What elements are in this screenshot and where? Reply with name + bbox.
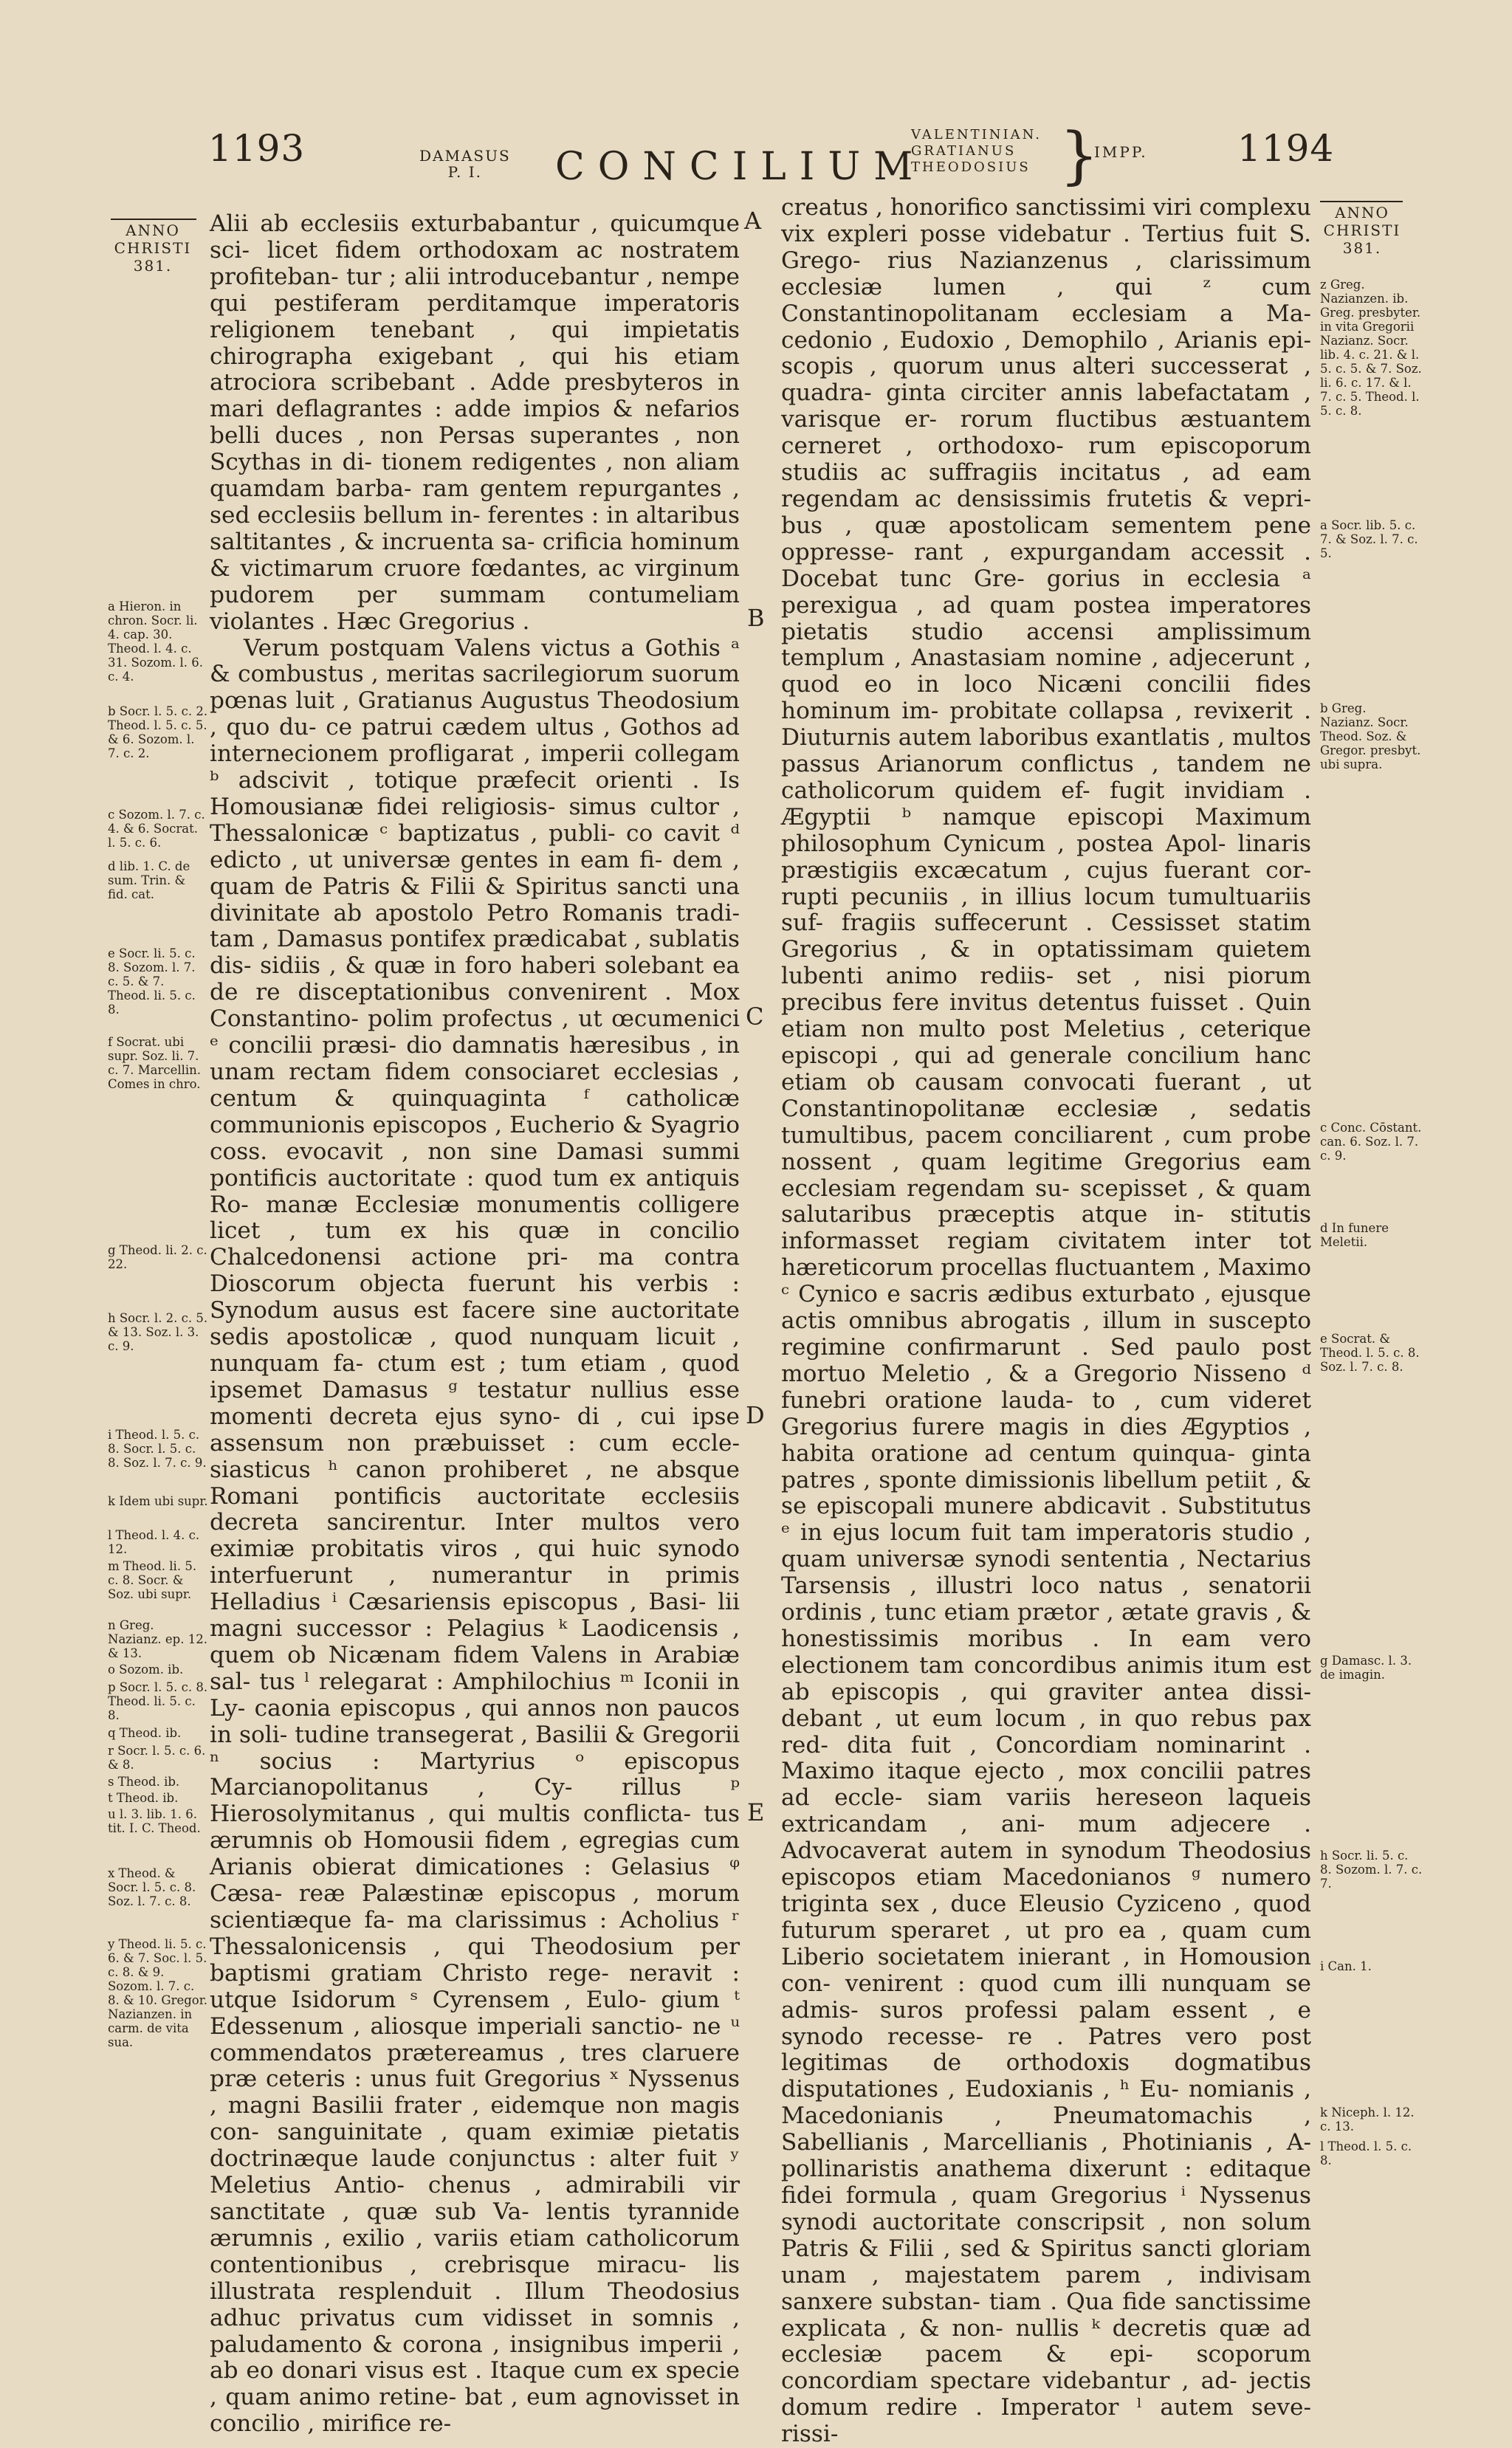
marginal-note: x Theod. & Socr. l. 5. c. 8. Soz. l. 7. c. 8. [108,1866,196,1908]
emperor-gratianus: GRATIANUS [911,143,1017,159]
marginal-note: t Theod. ib. [108,1791,179,1805]
marginal-note: i Theod. l. 5. c. 8. Socr. l. 5. c. 8. Soz. l. 7. c. 9. [108,1428,207,1470]
marginal-note: d lib. 1. C. de sum. Trin. & fid. cat. [108,859,190,901]
marginal-note: e Socr. li. 5. c. 8. Sozom. l. 7. c. 5. & 7. Theod. li. 5. c. 8. [108,946,196,1017]
year-label: ANNO [1335,204,1389,221]
marginal-note: u l. 3. lib. 1. 6. tit. I. C. Theod. [108,1807,201,1835]
year-rule-right [1320,201,1403,202]
paragraph: creatus , honorifico sanctissimi viri complexu vix expleri posse videbatur . Tertius fuit S. Grego- rius Nazianzenus , clarissimum ecclesiæ lumen , qui ᶻ cum Constantinopolitanam ecclesiam a Ma- cedonio , Eudoxio , Demophilo , Arianis epi- scopis , quorum unus alteri successerat , quadra- ginta circiter annis labefactatam , varisque er- rorum fluctibus æstuantem cerneret , orthodoxo- rum episcoporum studiis ac suffragiis incitatus , ad eam regendam ac densissimis frutetis & vepri- bus , quæ apostolicam sementem pene oppresse- rant , expurgandam accessit . Docebat tunc Gre- gorius in ecclesia ᵃ perexigua , ad quam postea imperatores pietatis studio accensi amplissimum templum , Anastasiam nomine , adjecerunt , quod eo in loco Nicæni concilii fides hominum im- probitate collapsa , revixerit . Diuturnis autem laboribus exantlatis , multos passus Arianorum conflictus , tandem ne catholicorum quidem ef- fugit invidiam . Ægyptii ᵇ namque episcopi Maximum philosophum Cynicum , postea Apol- linaris præstigiis excæcatum , cujus fuerant cor- rupti pecuniis , in illius locum tumultuariis suf- fragiis suffecerunt . Cessisset statim Gregorius , & in optatissimam quietem lubenti animo rediis- set , nisi piorum precibus fere invitus detentus fuisset . Quin etiam non multo post Meletius , ceterique episcopi , qui ad generale concilium hanc etiam ob causam convocati fuerant , ut Constantinopolitanæ ecclesiæ , sedatis tumultibus, pacem conciliarent , cum probe nossent , quam legitime Gregorius eam ecclesiam regendam su- scepisset , & quam salutaribus præceptis atque in- stitutis informasset regiam civitatem inter tot hæreticorum procellas fluctuantem , Maximo ᶜ Cynico e sacris ædibus exturbato , ejusque actis omnibus abrogatis , illum in susceptо regimine confirmarunt . Sed paulo post mortuo Meletio , & a Gregorio Nisseno ᵈ funebri oratione lauda- to , cum videret Gregorius furere magis in dies Ægyptios , habita oratione ad centum quinqua- ginta patres , sponte dimissionis libellum petiit , & se episcopali munere abdicavit . Substitutus ᵉ in ejus locum fuit tam imperatoris studio , quam universæ synodi sententia , Nectarius Tarsensis , illustri loco natus , senatorii ordinis , tunc etiam prætor , ætate gravis , & honestissimis moribus . In eam vero electionem tam concordibus animis itum est ab episcopis , qui graviter antea dissi- debant , ut eum locum , in quo rebus pax red- dita fuit , Concordiam nominarint . Maximo itaque ejecto , mox concilii patres ad eccle- siam variis heresеon laqueis extricandam , ani- mum adjecere . Advocaverat autem in synodum Theodosius episcopos etiam Macedonianos ᵍ numero triginta sex , duce Eleusio Cyziceno , quod futurum speraret , ut pro ea , quam cum Liberio societatem inierant , in Homousion con- venirent : quod cum illi nunquam se admis- suros professi palam essent , e synodo recesse- re . Patres vero post legitimas de orthodoxis dogmatibus disputationes , Eudoxianis , ʰ Eu- nomianis , Macedonianis , Pneumatomachis , Sabellianis , Marcellianis , Photinianis , A- pollinaristis anathema dixerunt : editaque fidei formula , quam Gregorius ⁱ Nyssenus synodi auctoritate conscripsit , non solum Patris & Filii , sed & Spiritus sancti gloriam unam , majestatem parem , indivisam sanxere substan- tiam . Qua fide sanctissime explicata , & non- nullis ᵏ decretis quæ ad ecclesiæ pacem & epi- scoporum concordiam spectare videbantur , ad- jectis domum redire . Imperator ˡ autem seve- rissi- [781,194,1311,2448]
year-era: CHRISTI [114,239,192,257]
marginal-note: d In funere Meletii. [1320,1221,1389,1249]
marginal-note: z Greg. Nazianzen. ib. Greg. presbyter. in vita Gregorii Nazianz. Socr. lib. 4. c. 21. & l. 5. c. 5. & 7. Soz. li. 6. c. 17. & l. 7. c. 5. Theod. l. 5. c. 8. [1320,278,1422,418]
year-value: 381. [133,257,173,275]
year-era: CHRISTI [1323,221,1401,239]
marginal-note: h Socr. l. 2. c. 5. & 13. Soz. l. 3. c. 9. [108,1311,208,1353]
year-value: 381. [1342,239,1382,257]
marginal-note: k Idem ubi supr. [108,1494,208,1508]
marginal-note: c Sozom. l. 7. c. 4. & 6. Socrat. l. 5. c. 6. [108,808,205,850]
marginal-note: y Theod. li. 5. c. 6. & 7. Soc. l. 5. c. 8. & 9. Sozom. l. 7. c. 8. & 10. Gregor. Nazianzen. in carm. de vita sua. [108,1937,208,2049]
author-name: DAMASUS [419,147,511,165]
marginal-note: p Socr. l. 5. c. 8. Theod. li. 5. c. 8. [108,1680,208,1722]
section-letter-c: C [746,1003,764,1031]
marginal-note: l Theod. l. 4. c. 12. [108,1528,200,1556]
page-number-right: 1194 [1237,127,1335,170]
section-letter-e: E [747,1798,765,1826]
section-letter-a: A [744,207,762,235]
paragraph: Alii ab ecclesiis exturbabantur , quicumque sci- licet fidem orthodoxam ac nostratem profiteban- tur ; alii introducebantur , nempe qui pestiferam perditamque imperatoris religionem tenebant , qui impietatis chirographa exigebant , qui his etiam atrociora scribebant . Adde presbyteros in mari deflagrantes : adde impios & nefarios belli duces , non Persas superantes , non Scythas in di- tionem redigentes , non aliam quamdam barba- ram gentem repurgantes , sed ecclesiis bellum in- ferentes : in altaribus saltitantes , & incruenta sa- crificia hominum & victimarum cruore fœdantes, ac virginum pudorem per summam contumeliam violantes . Hæc Gregorius . [210,210,740,635]
marginal-note: b Greg. Nazianz. Socr. Theod. Soz. & Gregor. presbyt. ubi supra. [1320,701,1421,771]
left-column-text [210,211,740,2438]
marginal-note: f Socrat. ubi supr. Soz. li. 7. c. 7. Marcellin. Comes in chro. [108,1035,202,1091]
marginal-note: g Theod. li. 2. c. 22. [108,1243,207,1271]
emperors-heading [911,127,1042,176]
imperatores-label: IMPP. [1094,143,1148,161]
marginal-note: g Damasc. l. 3. de imagin. [1320,1654,1412,1682]
emperor-valentinian: VALENTINIAN. [911,127,1042,142]
year-rule-left [111,219,196,220]
right-column-text [781,195,1311,2448]
marginal-note: o Sozom. ib. [108,1663,184,1677]
marginal-note: b Socr. l. 5. c. 2. Theod. l. 5. c. 5. & 6. Sozom. l. 7. c. 2. [108,704,208,760]
marginal-note: s Theod. ib. [108,1775,180,1789]
emperor-theodosius: THEODOSIUS [911,159,1031,175]
marginal-note: a Socr. lib. 5. c. 7. & Soz. l. 7. c. 5. [1320,518,1418,560]
paragraph: Verum postquam Valens victus a Gothis ᵃ & combustus , meritas sacrilegiorum suorum pœnas luit , Gratianus Augustus Theodosium , quo du- ce patrui cædem ultus , Gothos ad internecionem profligarat , imperii collegam ᵇ adscivit , totique præfecit orienti . Is Homousianæ fidei religiosis- simus cultor , Thessalonicæ ᶜ baptizatus , publi- co cavit ᵈ edicto , ut universæ gentes in eam fi- dem , quam de Patris & Filii & Spiritus sancti una divinitate ab apostolo Petro Romanis tradi- tam , Damasus pontifex prædicabat , sublatis dis- sidiis , & quæ in foro haberi solebant ea de re disceptationibus convenirent . Mox Constantino- polim profectus , ut œcumenici ᵉ concilii præsi- dio damnatis hæresibus , in unam rectam fidem consociaret ecclesias , centum & quinquaginta ᶠ catholicæ communionis episcopos , Eucherio & Syagrio coss. evocavit , non sine Damasi summi pontificis auctoritate : quod tum ex antiquis Ro- manæ Ecclesiæ monumentis colligere licet , tum ex his quæ in concilio Chalcedonensi actione pri- ma contra Dioscorum objecta fuerunt his verbis : Synodum ausus est facere sine auctoritate sedis apostolicæ , quod nunquam licuit , nunquam fa- ctum est ; tum etiam , quod ipsemet Damasus ᵍ testatur nullius esse momenti decreta ejus syno- di , cui ipse assensum non præbuisset : cum eccle- siasticus ʰ canon prohiberet , ne absque Romani pontificis auctoritate ecclesiis decreta sancirentur. Inter multos vero eximiæ probitatis viros , qui huic synodo interfuerunt , numerantur in primis Helladius ⁱ Cæsariensis episcopus , Basi- lii magni successor : Pelagius ᵏ Laodicensis , quem ob Nicænam fidem Valens in Arabiæ sal- tus ˡ relegarat : Amphilochius ᵐ Iconii in Ly- caonia episcopus , qui annos non paucos in soli- tudine transegerat , Basilii & Gregorii ⁿ socius : Martyrius ᵒ episcopus Marcianopolitanus , Cy- rillus ᵖ Hierosolymitanus , qui multis conflicta- tus ærumnis ob Homousii fidem , egregias cum Arianis obierat dimicationes : Gelasius ᵠ Cæsa- reæ Palæstinæ episcopus , morum scientiæque fa- ma clarissimus : Acholius ʳ Thessalonicensis , qui Theodosium per baptismi gratiam Christo rege- neravit : utque Isidorum ˢ Cyrensem , Eulo- gium ᵗ Edessenum , aliosque imperiali sanctio- ne ᵘ commendatos prætereamus , tres claruere præ ceteris : unus fuit Gregorius ˣ Nyssenus , magni Basilii frater , eidemque non magis con- sanguinitate , quam eximiæ pietatis doctrinæque laude conjunctus : alter fuit ʸ Meletius Antio- chenus , admirabili vir sanctitate , quæ sub Va- lentis tyrannide ærumnis , exilio , variis etiam catholicorum contentionibus , crebrisque miracu- lis illustrata resplenduit . Illum Theodosius adhuc privatus cum vidisset in somnis , paludamento & corona , insignibus imperii , ab eo donari visus est . Itaque cum ex specie , quam animo retine- bat , eum agnovisset in concilio , mirifice re- [210,634,740,2438]
marginal-note: a Hieron. in chron. Socr. li. 4. cap. 30. Theod. l. 4. c. 31. Sozom. l. 6. c. 4. [108,599,203,684]
author-heading [419,148,511,180]
marginal-note: k Niceph. l. 12. c. 13. [1320,2105,1415,2134]
year-box-left [109,221,196,275]
running-title: CONCILIUM [555,145,927,189]
marginal-note: c Conc. Cōstant. can. 6. Soz. l. 7. c. 9. [1320,1121,1422,1163]
marginal-note: e Socrat. & Theod. l. 5. c. 8. Soz. l. 7. c. 8. [1320,1332,1420,1374]
author-subtitle: P. I. [447,163,483,181]
marginal-note: m Theod. li. 5. c. 8. Socr. & Soz. ubi supr. [108,1559,197,1601]
page-number-left: 1193 [208,127,306,170]
brace-glyph: } [1059,119,1099,191]
marginal-note: h Socr. li. 5. c. 8. Sozom. l. 7. c. 7. [1320,1849,1423,1891]
marginal-note: n Greg. Nazianz. ep. 12. & 13. [108,1618,207,1660]
marginal-note: i Can. 1. [1320,1959,1372,1973]
section-letter-d: D [746,1401,765,1429]
marginal-note: l Theod. l. 5. c. 8. [1320,2139,1412,2167]
year-label: ANNO [126,221,180,239]
section-letter-b: B [747,604,765,632]
year-box-right [1319,204,1406,257]
marginal-note: r Socr. l. 5. c. 6. & 8. [108,1744,206,1772]
marginal-note: q Theod. ib. [108,1726,182,1740]
